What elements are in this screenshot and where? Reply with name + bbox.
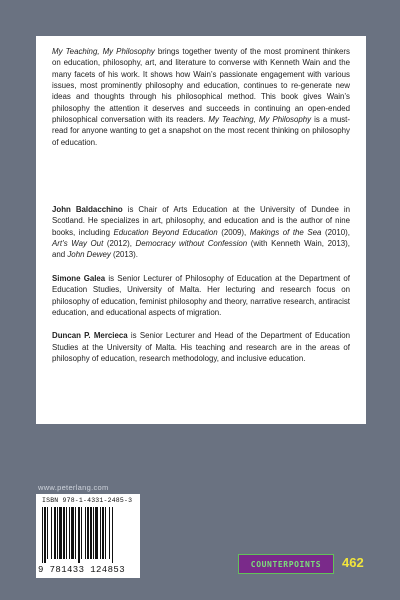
- isbn-label: ISBN 978-1-4331-2485-3: [42, 497, 133, 504]
- isbn-digits: 9 781433 124853: [38, 565, 126, 575]
- barcode-bar: [69, 507, 70, 559]
- barcode-bar: [81, 507, 82, 559]
- barcode-bar: [63, 507, 65, 559]
- barcode-bar: [51, 507, 52, 559]
- barcode-bar: [90, 507, 92, 559]
- barcode-bar: [87, 507, 89, 559]
- publisher-url: www.peterlang.com: [38, 483, 109, 492]
- barcode-bar: [42, 507, 43, 563]
- barcode-bar: [71, 507, 74, 559]
- barcode-bar: [78, 507, 80, 563]
- barcode-bars: [40, 507, 136, 563]
- book-blurb: My Teaching, My Philosophy brings together twenty of the most prominent thinkers on education, philosophy, art, and literature to converse with Kenneth Wain and the many facets of his work. It shows how Wain’s passionate engagement with various issues, most prominently philosophy and education, continues to re-generate new ideas and thoughts through his philosophical method. This book gives Wain’s philosophy the attention it deserves and succeeds in continuing an open-ended philosophical conversation with its readers. My Teaching, My Philosophy is a must-read for anyone wanting to get a snapshot on the most recent thinking on philosophy of education.: [52, 47, 350, 147]
- editor-bio-galea: Simone Galea is Senior Lecturer of Philosophy of Education at the Department of Education Studies, University of Malta. Her lecturing and research focus on philosophy of education, feminist philosophy and theory, narrative research, antiracist education, and educational aspects of migration.: [52, 273, 351, 317]
- editor-name: John Baldacchino: [52, 205, 123, 215]
- barcode-bar: [105, 507, 106, 559]
- editor-bio-mercieca: Duncan P. Mercieca is Senior Lecturer and Head of the Department of Education Studies at the University of Malta. His teaching and research are in the areas of philosophy of education, research methodology, and inclusive education.: [52, 331, 350, 363]
- barcode-bar: [95, 507, 98, 559]
- barcode-bar: [100, 507, 101, 559]
- editor-name: Duncan P. Mercieca: [52, 331, 128, 341]
- editor-name: Simone Galea: [52, 273, 106, 283]
- barcode-bar: [47, 507, 48, 559]
- barcode-bar: [102, 507, 104, 559]
- barcode-bar: [75, 507, 76, 559]
- barcode-bar: [59, 507, 62, 559]
- barcode-bar: [44, 507, 46, 563]
- editor-bio-baldacchino: John Baldacchino is Chair of Arts Education at the University of Dundee in Scotland. He specializes in art, philosophy, and education and is the author of nine books, including Education Beyond Education (2009), Makings of the Sea (2010), Art’s Way Out (2012), Democracy without Confession (with Kenneth Wain, 2013), and John Dewey (2013).: [52, 205, 351, 260]
- book-title: My Teaching, My Philosophy: [52, 47, 155, 56]
- series-number: 462: [342, 555, 364, 570]
- book-title: My Teaching, My Philosophy: [208, 115, 312, 125]
- barcode-bar: [85, 507, 86, 559]
- back-cover-text-panel: [36, 36, 366, 424]
- barcode-bar: [54, 507, 56, 559]
- barcode-bar: [57, 507, 58, 559]
- barcode-bar: [109, 507, 110, 559]
- barcode-bar: [66, 507, 67, 559]
- counterpoints-series-logo: COUNTERPOINTS: [238, 554, 334, 574]
- barcode-bar: [93, 507, 94, 559]
- barcode-bar: [112, 507, 113, 563]
- isbn-barcode: [36, 494, 140, 578]
